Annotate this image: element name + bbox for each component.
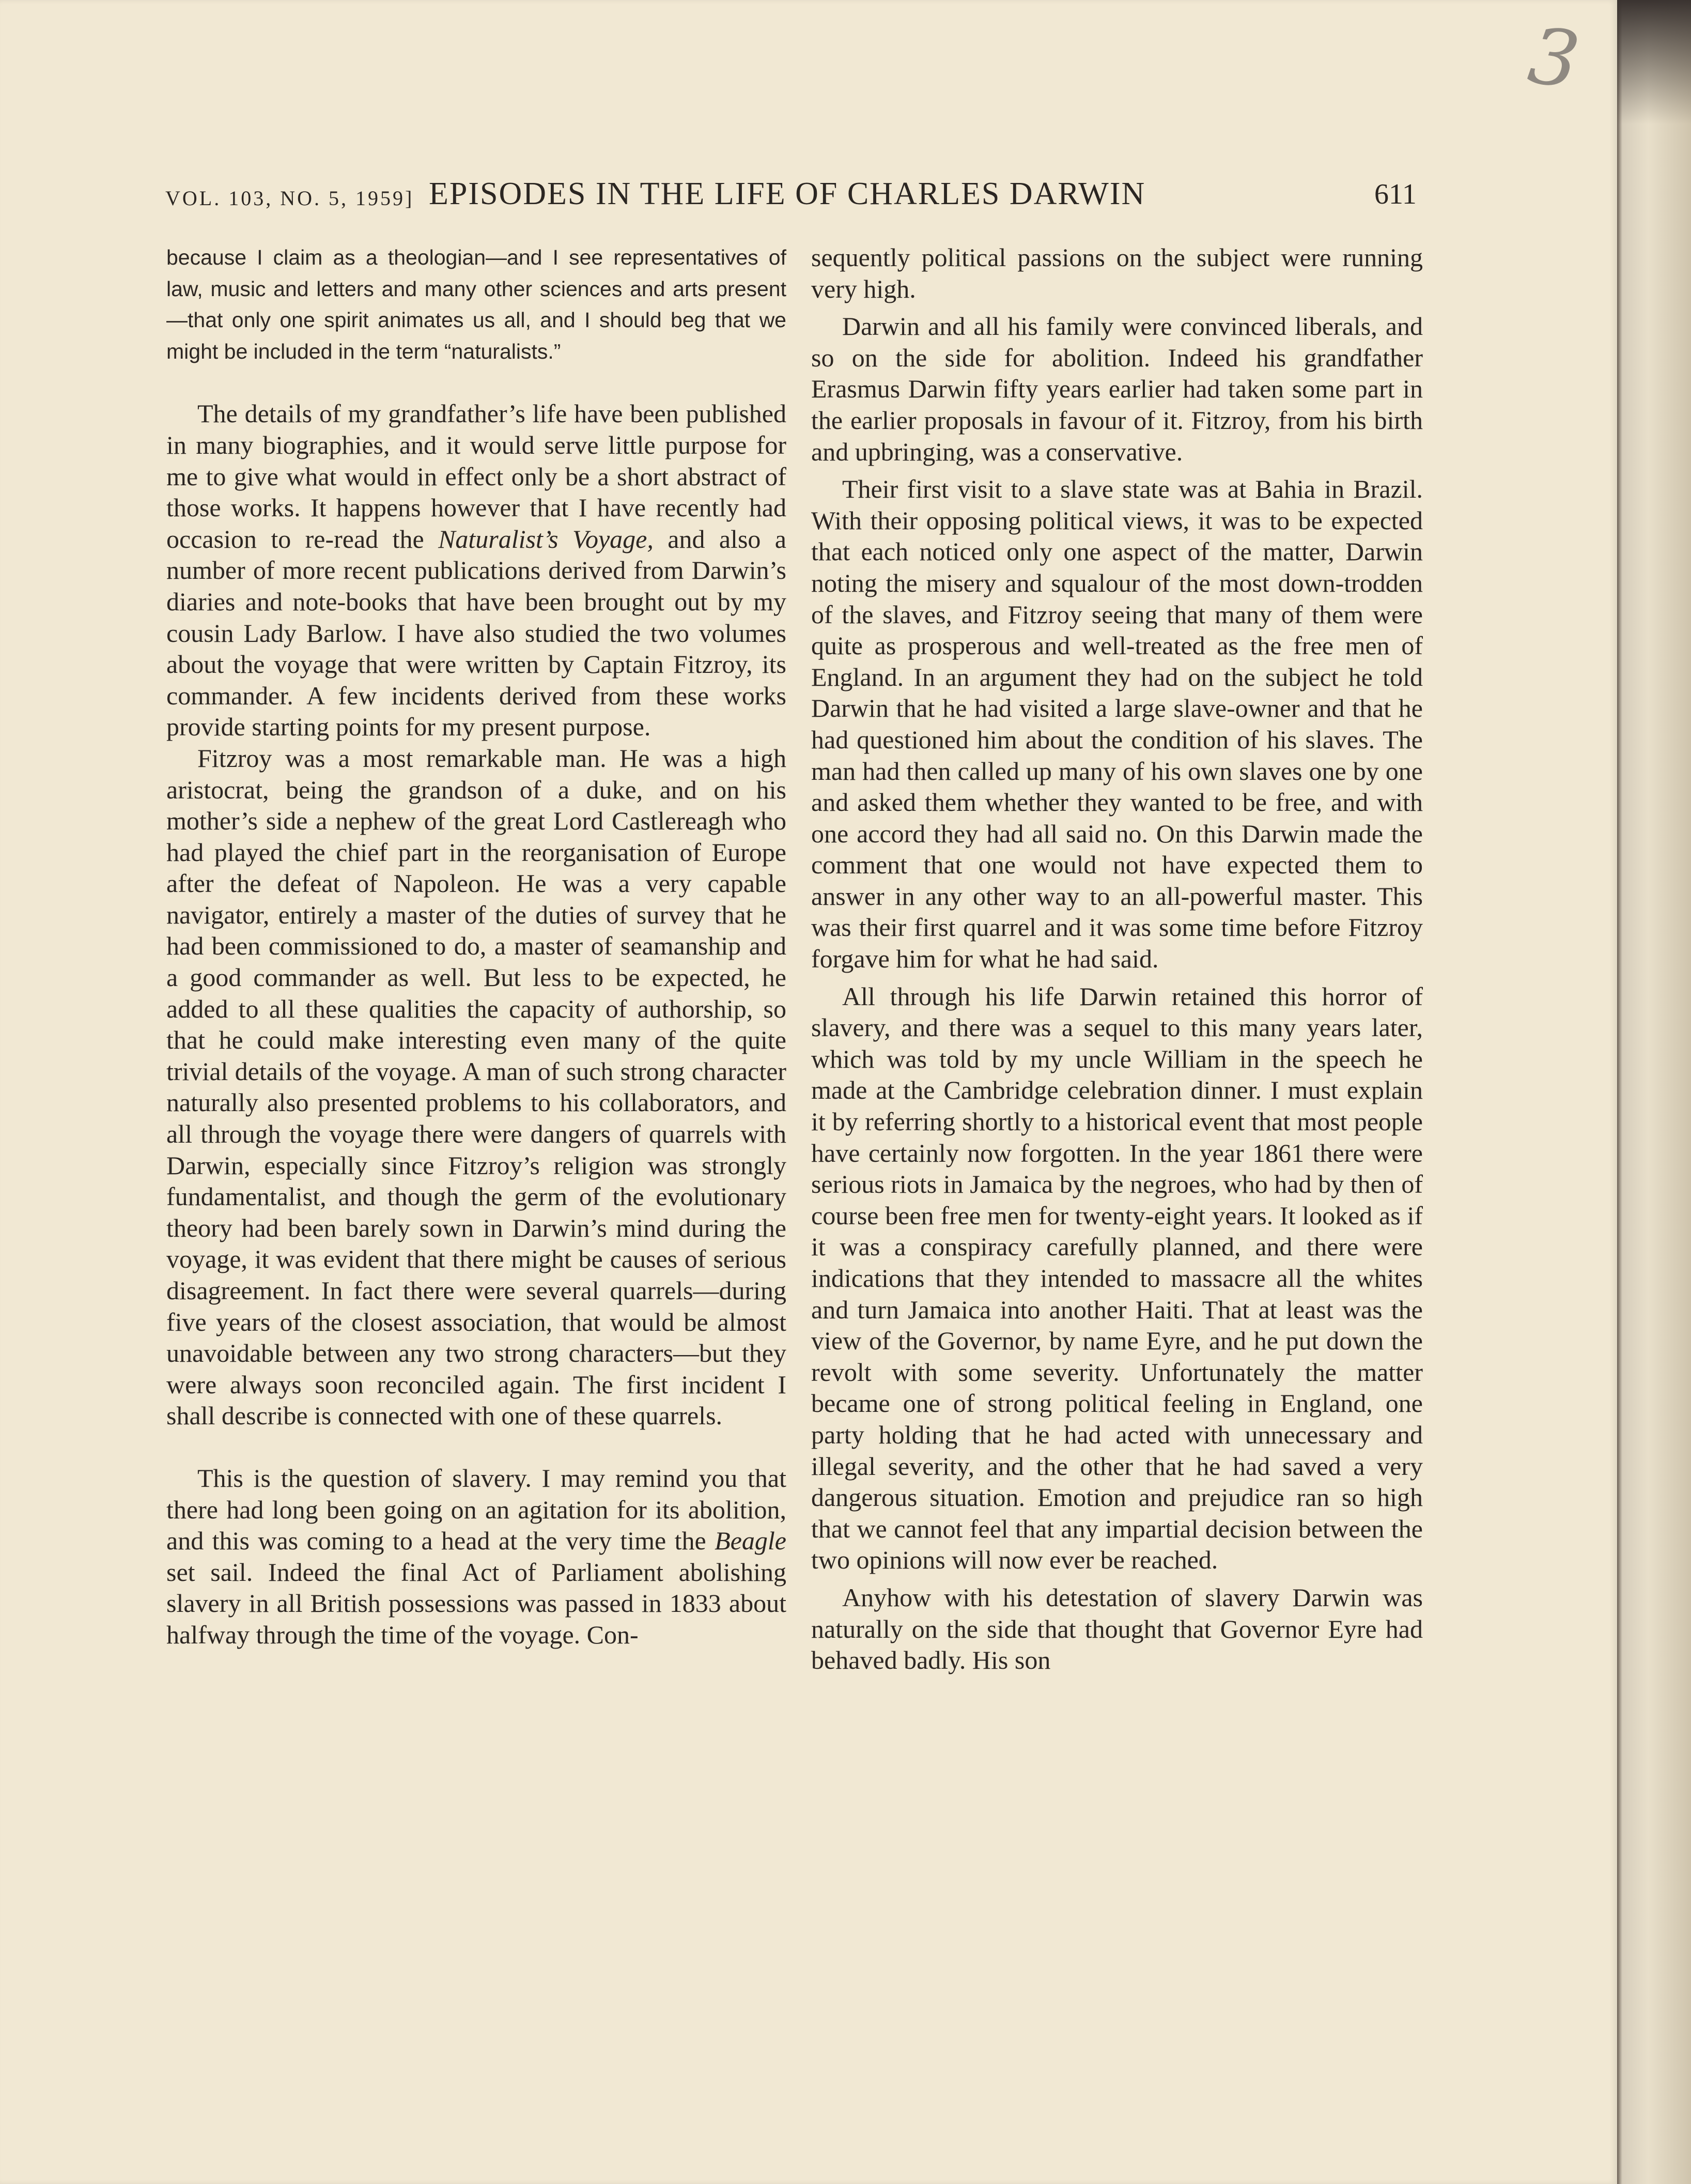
- paragraph-governor-eyre: Anyhow with his detestation of slavery Darwin was naturally on the side that thought that Governor Eyre had behaved badly. His son: [811, 1582, 1423, 1675]
- paragraph-bahia: Their first visit to a slave state was at Bahia in Brazil. With their opposing political views, it was to be expected that each noticed only one aspect of the matter, Darwin noting the misery and squalour of the most down-trodden of the slaves, and Fitzroy seeing that many of them were quite as prosperous and well-treated as the free men of England. In an argument they had on the subject he told Darwin that he had visited a large slave-owner and that he had questioned him about the condition of his slaves. The man had then called up many of his own slaves one by one and asked them whether they wanted to be free, and with one accord they had all said no. On this Darwin made the comment that one would not have expected them to answer in any other way to an all-powerful master. This was their first quarrel and it was some time before Fitzroy forgave him for what he had said.: [811, 474, 1423, 974]
- quoted-passage: because I claim as a theologian—and I see representatives of law, music and letters and many other sciences and arts present—that only one spirit animates us all, and I should beg that we might be included in the term “naturalists.”: [166, 245, 786, 363]
- corner-shadow: [1617, 0, 1691, 124]
- volume-issue: VOL. 103, NO. 5, 1959]: [165, 187, 414, 210]
- left-column: [166, 242, 786, 1651]
- paragraph-continuation: sequently political passions on the subject were running very high.: [811, 243, 1423, 303]
- paragraph-biographies: [166, 398, 786, 743]
- paragraph-text: This is the question of slavery. I may remind you that there had long been going on an agitation for its abolition, and this was coming to a head at the very time the: [166, 1463, 786, 1556]
- paragraph-jamaica: All through his life Darwin retained this horror of slavery, and there was a sequel to this many years later, which was told by my uncle William in the speech he made at the Cambridge celebration dinner. I must explain it by referring shortly to a historical event that most people have certainly now forgotten. In the year 1861 there were serious riots in Jamaica by the negroes, who had by then of course been free men for twenty-eight years. It looked as if it was a conspiracy carefully planned, and there were indications that they intended to massacre all the whites and turn Jamaica into another Haiti. That at least was the view of the Governor, by name Eyre, and he put down the revolt with some severity. Unfortunately the matter became one of strong political feeling in England, one party holding that he had acted with unnecessary and illegal severity, and the other that he had saved a very dangerous situation. Emotion and prejudice ran so high that we cannot feel that any impartial decision between the two opinions will now ever be reached.: [811, 981, 1423, 1575]
- paragraph-text: set sail. Indeed the final Act of Parliament abolishing slavery in all British possessions was passed in 1833 about halfway through the time of the voyage. Con-: [166, 1557, 786, 1649]
- article-title: EPISODES IN THE LIFE OF CHARLES DARWIN: [429, 176, 1146, 211]
- page-edge-shadow: [1617, 0, 1691, 2184]
- paragraph-liberals: Darwin and all his family were convinced liberals, and so on the side for abolition. Indeed his grandfather Erasmus Darwin fifty years earlier had taken some part in the earlier proposals in favour of it. Fitzroy, from his birth and upbringing, was a conservative.: [811, 312, 1423, 466]
- page-number: 611: [1374, 178, 1417, 210]
- italic-ship-name: Beagle: [715, 1526, 786, 1556]
- running-header: [0, 166, 1617, 228]
- pencil-page-mark: 3: [1523, 10, 1585, 107]
- paragraph-text: and also a number of more recent publications derived from Darwin’s diaries and note-books that have been brought out by my cousin Lady Barlow. I have also studied the two volumes about the voyage that were written by Captain Fitzroy, its commander. A few incidents derived from these works provide starting points for my present purpose.: [166, 524, 786, 742]
- paragraph-fitzroy: Fitzroy was a most remarkable man. He was a high aristocrat, being the grandson of a duke, and on his mother’s side a nephew of the great Lord Castlereagh who had played the chief part in the reorganisation of Europe after the defeat of Napoleon. He was a very capable navigator, entirely a master of the duties of survey that he had been commissioned to do, a master of seamanship and a good commander as well. But less to be expected, he added to all these qualities the capacity of authorship, so that he could make interesting even many of the quite trivial details of the voyage. A man of such strong character naturally also presented problems to his collaborators, and all through the voyage there were dangers of quarrels with Darwin, especially since Fitzroy’s religion was strongly fundamentalist, and though the germ of the evolutionary theory had been barely sown in Darwin’s mind during the voyage, it was evident that there might be causes of serious disagreement. In fact there were several quarrels—during five years of the closest association, that would be almost unavoidable between any two strong characters—but they were always soon reconciled again. The first incident I shall describe is connected with one of these quarrels.: [166, 743, 786, 1431]
- italic-title-naturalists-voyage: Naturalist’s Voyage,: [438, 524, 654, 553]
- paragraph-slavery: [166, 1463, 786, 1651]
- paragraph-text: The details of my grandfather’s life have been published in many biographies, and it would serve little purpose for me to give what would in effect only be a short abstract of those works. It happens however that I have recently had occasion to re-read the: [166, 399, 786, 553]
- right-column: [811, 242, 1423, 1676]
